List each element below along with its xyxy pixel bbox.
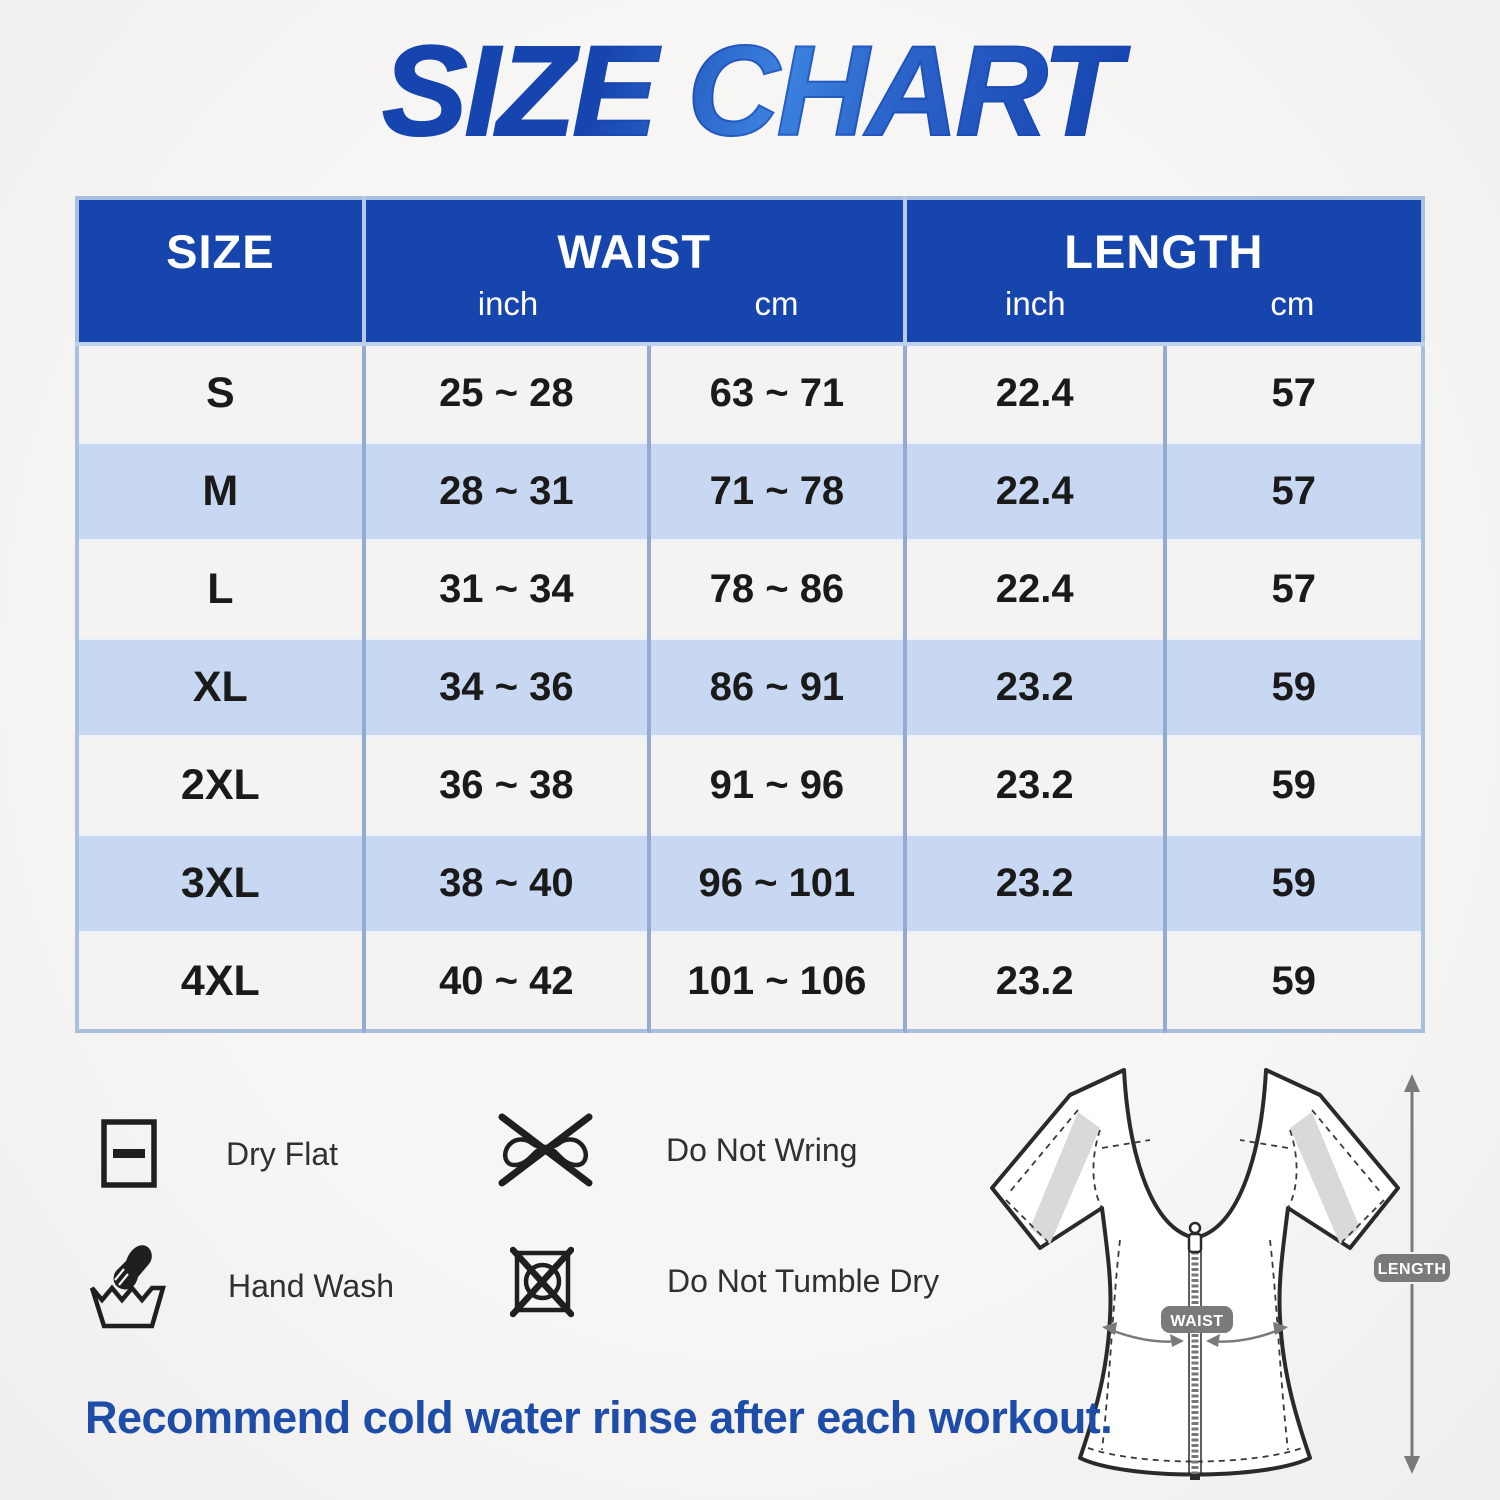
table-row bbox=[77, 737, 1423, 835]
care-label: Do Not Tumble Dry bbox=[667, 1262, 940, 1299]
length-cm-cell: 59 bbox=[1165, 933, 1423, 1032]
waist-badge bbox=[1161, 1306, 1233, 1333]
length-inch-cell: 22.4 bbox=[905, 443, 1165, 541]
size-chart-table bbox=[75, 196, 1425, 1033]
column-header-waist bbox=[364, 198, 905, 344]
waist-cm-cell: 78 ~ 86 bbox=[649, 541, 905, 639]
care-label: Dry Flat bbox=[226, 1135, 338, 1172]
waist-inch-cell: 36 ~ 38 bbox=[364, 737, 649, 835]
waist-inch-cell: 25 ~ 28 bbox=[364, 344, 649, 443]
waist-inch-cell: 38 ~ 40 bbox=[364, 835, 649, 933]
table-row bbox=[77, 344, 1423, 443]
care-item-do-not-tumble-dry bbox=[510, 1244, 939, 1318]
waist-header-label: WAIST bbox=[557, 225, 712, 278]
length-unit-inch: inch bbox=[1005, 285, 1066, 322]
table-row bbox=[77, 933, 1423, 1032]
length-inch-cell: 22.4 bbox=[905, 344, 1165, 443]
size-cell: 3XL bbox=[77, 835, 364, 933]
waist-inch-cell: 34 ~ 36 bbox=[364, 639, 649, 737]
waist-cm-cell: 63 ~ 71 bbox=[649, 344, 905, 443]
waist-cm-cell: 101 ~ 106 bbox=[649, 933, 905, 1032]
size-cell: XL bbox=[77, 639, 364, 737]
length-badge bbox=[1374, 1254, 1450, 1282]
length-cm-cell: 59 bbox=[1165, 835, 1423, 933]
waist-inch-cell: 31 ~ 34 bbox=[364, 541, 649, 639]
care-label: Do Not Wring bbox=[666, 1131, 858, 1168]
length-inch-cell: 23.2 bbox=[905, 835, 1165, 933]
size-cell: 2XL bbox=[77, 737, 364, 835]
length-cm-cell: 57 bbox=[1165, 344, 1423, 443]
care-item-dry-flat bbox=[98, 1116, 338, 1192]
page-title: SIZE CHART bbox=[0, 18, 1500, 165]
size-cell: S bbox=[77, 344, 364, 443]
table-row bbox=[77, 835, 1423, 933]
size-header-label: SIZE bbox=[166, 225, 275, 278]
waist-unit-cm: cm bbox=[754, 285, 799, 322]
waist-cm-cell: 71 ~ 78 bbox=[649, 443, 905, 541]
column-header-size bbox=[77, 198, 364, 344]
size-cell: L bbox=[77, 541, 364, 639]
care-item-hand-wash bbox=[88, 1240, 394, 1332]
table-header-row bbox=[77, 198, 1423, 344]
length-unit-cm: cm bbox=[1270, 285, 1315, 322]
table-row bbox=[77, 639, 1423, 737]
column-header-length bbox=[905, 198, 1423, 344]
length-inch-cell: 23.2 bbox=[905, 737, 1165, 835]
length-header-label: LENGTH bbox=[1064, 225, 1264, 278]
care-label: Hand Wash bbox=[228, 1267, 394, 1304]
length-cm-cell: 59 bbox=[1165, 737, 1423, 835]
care-item-do-not-wring bbox=[498, 1112, 857, 1188]
waist-unit-inch: inch bbox=[477, 285, 539, 322]
table-row bbox=[77, 443, 1423, 541]
size-cell: 4XL bbox=[77, 933, 364, 1032]
length-badge-label: LENGTH bbox=[1377, 1261, 1447, 1278]
length-inch-cell: 23.2 bbox=[905, 933, 1165, 1032]
waist-cm-cell: 91 ~ 96 bbox=[649, 737, 905, 835]
length-cm-cell: 57 bbox=[1165, 443, 1423, 541]
do-not-tumble-dry-icon bbox=[510, 1244, 574, 1318]
hand-wash-icon bbox=[88, 1240, 168, 1332]
waist-cm-cell: 96 ~ 101 bbox=[649, 835, 905, 933]
zipper-pull-ring bbox=[1190, 1223, 1200, 1233]
do-not-wring-icon bbox=[498, 1112, 594, 1188]
length-inch-cell: 23.2 bbox=[905, 639, 1165, 737]
waist-badge-label: WAIST bbox=[1170, 1313, 1224, 1330]
dry-flat-icon bbox=[98, 1117, 160, 1191]
zipper-pull-tab bbox=[1189, 1234, 1201, 1252]
length-inch-cell: 22.4 bbox=[905, 541, 1165, 639]
size-cell: M bbox=[77, 443, 364, 541]
waist-cm-cell: 86 ~ 91 bbox=[649, 639, 905, 737]
length-cm-cell: 59 bbox=[1165, 639, 1423, 737]
length-cm-cell: 57 bbox=[1165, 541, 1423, 639]
waist-inch-cell: 40 ~ 42 bbox=[364, 933, 649, 1032]
table-row bbox=[77, 541, 1423, 639]
footer-note: Recommend cold water rinse after each workout. bbox=[85, 1392, 1113, 1443]
waist-inch-cell: 28 ~ 31 bbox=[364, 443, 649, 541]
